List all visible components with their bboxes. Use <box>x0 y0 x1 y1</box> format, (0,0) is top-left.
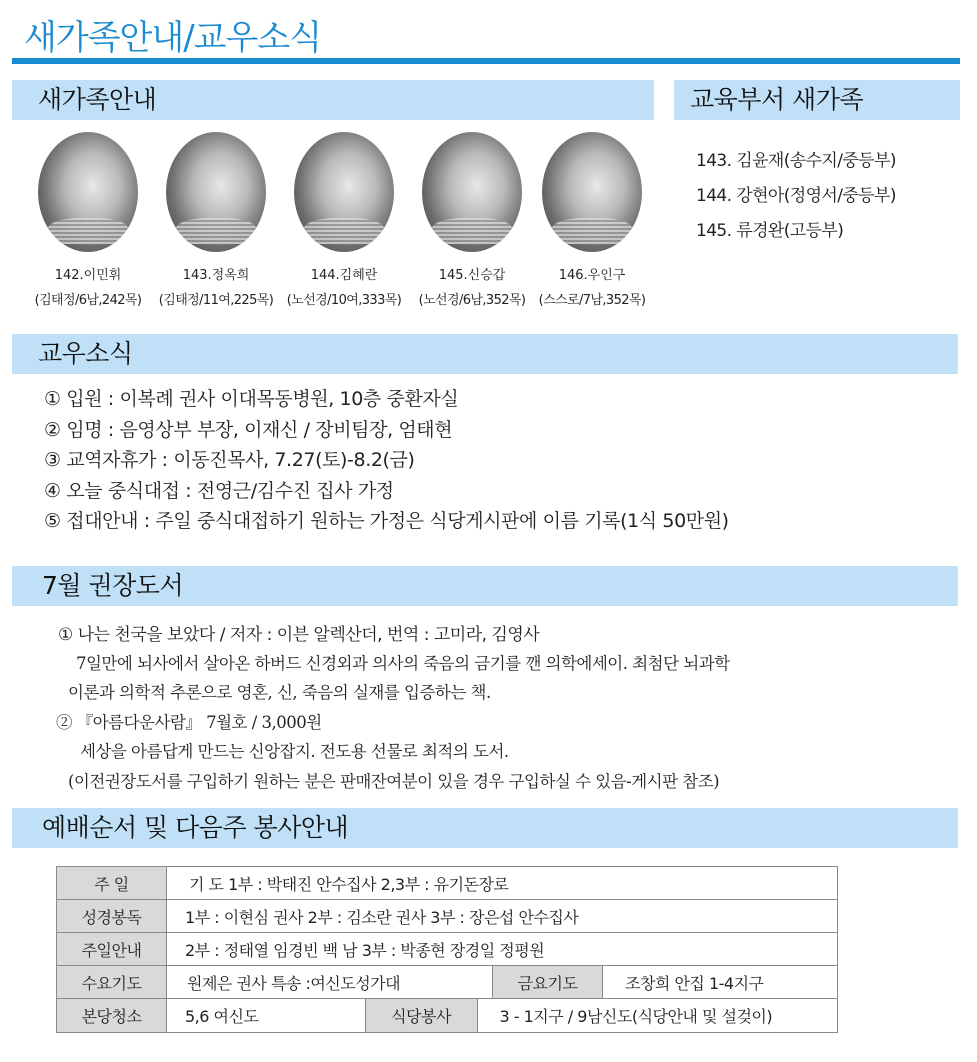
list-item: ⑤ 접대안내 : 주일 중식대접하기 원하는 가정은 식당게시판에 이름 기록(1식 50만원) <box>44 510 729 532</box>
table-row <box>57 999 838 1033</box>
page-title: 새가족안내/교우소식 <box>24 18 322 58</box>
newcomer-photo <box>542 132 642 252</box>
newcomer-detail: (스스로/7남,352목) <box>538 293 646 308</box>
newcomer-photos <box>20 132 660 312</box>
table-label: 금요기도 <box>493 966 603 999</box>
book-title-1: ① 나는 천국을 보았다 / 저자 : 이븐 알렉산더, 번역 : 고미라, 김영사 <box>58 625 540 645</box>
list-item: ① 입원 : 이복례 권사 이대목동병원, 10층 중환자실 <box>44 388 459 410</box>
newcomer-card <box>528 132 656 308</box>
newcomers-heading: 새가족안내 <box>12 80 654 120</box>
newcomer-detail: (노선경/10여,333목) <box>286 293 402 308</box>
table-row <box>57 867 838 900</box>
book-desc: 이론과 의학적 추론으로 영혼, 신, 죽음의 실재를 입증하는 책. <box>68 683 491 702</box>
newcomer-photo <box>38 132 138 252</box>
newcomer-name: 143.정옥희 <box>182 268 250 283</box>
book-title-2: ② 『아름다운사람』 7월호 / 3,000원 <box>56 712 322 732</box>
newcomer-name: 146.우인구 <box>558 268 626 283</box>
newcomer-card <box>408 132 536 308</box>
list-item: 144. 강현아(정영서/중등부) <box>696 186 896 206</box>
books-list <box>58 620 730 797</box>
newcomer-detail: (김태정/6남,242목) <box>34 293 142 308</box>
edu-newcomers-list <box>696 146 896 251</box>
edu-newcomers-heading: 교육부서 새가족 <box>674 80 960 120</box>
service-heading: 예배순서 및 다음주 봉사안내 <box>12 808 958 848</box>
table-label: 성경봉독 <box>57 900 167 933</box>
list-item: ③ 교역자휴가 : 이동진목사, 7.27(토)-8.2(금) <box>44 449 415 471</box>
church-news-list <box>44 384 729 537</box>
list-item: 145. 류경완(고등부) <box>696 221 844 241</box>
table-cell: 5,6 여신도 <box>167 999 365 1032</box>
newcomer-card <box>152 132 280 308</box>
books-heading: 7월 권장도서 <box>12 566 958 606</box>
table-label: 식당봉사 <box>365 999 477 1032</box>
church-news-heading: 교우소식 <box>12 334 958 374</box>
newcomer-detail: (김태정/11여,225목) <box>158 293 274 308</box>
table-label: 주 일 <box>57 867 167 900</box>
table-cell: 조창희 안집 1-4지구 <box>603 966 838 999</box>
table-label: 수요기도 <box>57 966 167 999</box>
list-item: 143. 김윤재(송수지/중등부) <box>696 151 896 171</box>
table-cell: 기 도 1부 : 박태진 안수집사 2,3부 : 유기돈장로 <box>167 867 838 900</box>
title-rule <box>12 58 960 64</box>
table-cell: 1부 : 이현심 권사 2부 : 김소란 권사 3부 : 장은섭 안수집사 <box>167 900 838 933</box>
newcomer-photo <box>294 132 394 252</box>
table-row <box>57 933 838 966</box>
newcomer-name: 144.김혜란 <box>310 268 378 283</box>
table-cell: 원제은 권사 특송 :여신도성가대 <box>167 966 493 999</box>
book-desc: 세상을 아름답게 만드는 신앙잡지. 전도용 선물로 최적의 도서. <box>80 742 509 761</box>
newcomer-detail: (노선경/6남,352목) <box>418 293 526 308</box>
table-cell-group <box>167 999 838 1033</box>
table-row <box>57 966 838 999</box>
table-label: 주일안내 <box>57 933 167 966</box>
newcomer-name: 145.신승갑 <box>438 268 506 283</box>
newcomer-card <box>280 132 408 308</box>
newcomer-photo <box>166 132 266 252</box>
newcomer-name: 142.이민휘 <box>54 268 122 283</box>
list-item: ② 임명 : 음영상부 부장, 이재신 / 장비팀장, 엄태현 <box>44 418 453 441</box>
newcomer-card <box>24 132 152 308</box>
book-desc: 7일만에 뇌사에서 살아온 하버드 신경외과 의사의 죽음의 금기를 깬 의학에세이. 최첨단 뇌과학 <box>76 653 730 673</box>
list-item: ④ 오늘 중식대접 : 전영근/김수진 집사 가정 <box>44 479 394 502</box>
service-table <box>56 866 838 1033</box>
inner-row <box>167 999 837 1032</box>
table-cell: 3 - 1지구 / 9남신도(식당안내 및 설겆이) <box>499 1007 773 1026</box>
table-row <box>57 900 838 933</box>
book-note: (이전권장도서를 구입하기 원하는 분은 판매잔여분이 있을 경우 구입하실 수 있음-게시판 참조) <box>68 771 720 791</box>
table-cell: 2부 : 정태열 임경빈 백 남 3부 : 박종현 장경일 정평원 <box>167 933 838 966</box>
newcomer-photo <box>422 132 522 252</box>
table-label: 본당청소 <box>57 999 167 1033</box>
